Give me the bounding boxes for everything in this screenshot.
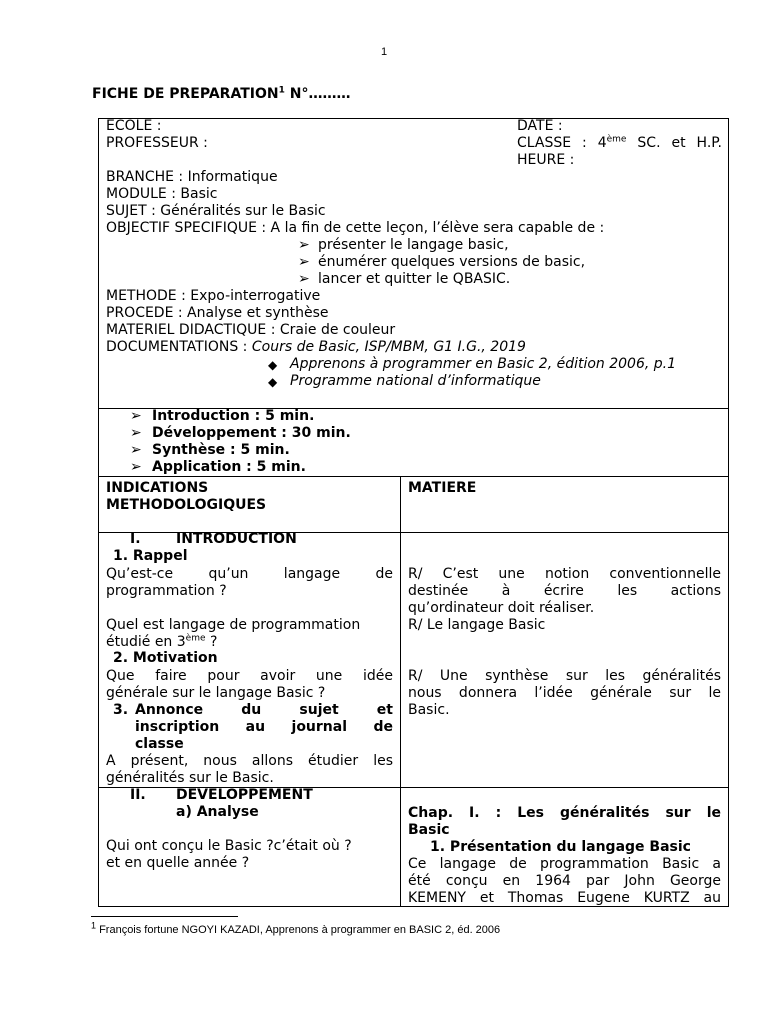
professeur-label: PROFESSEUR : (106, 135, 208, 151)
analyse-heading: a) Analyse (176, 804, 259, 820)
page-title: FICHE DE PREPARATION$^1$ N°……… (92, 85, 351, 102)
plan-item: Développement : 30 min. (152, 425, 351, 441)
chapter-heading: Basic (408, 822, 450, 838)
answer-text: R/ Le langage Basic (408, 617, 546, 633)
footnote: $^1$ François fortune NGOYI KAZADI, Apprenons à programmer en BASIC 2, éd. 2006 (91, 920, 501, 936)
question-text: programmation ? (106, 583, 227, 599)
documentations-label: DOCUMENTATIONS : Cours de Basic, ISP/MBM, G1 I.G., 2019 (106, 339, 526, 355)
arrow-bullet-icon: ➢ (298, 237, 310, 253)
annonce-heading: classe (135, 736, 184, 752)
annonce-number: 3. (113, 702, 129, 718)
objectif-item: énumérer quelques versions de basic, (318, 254, 586, 270)
page-number: 1 (380, 46, 388, 58)
methode-label: METHODE : Expo-interrogative (106, 288, 321, 304)
content-text: KEMENY et Thomas Eugene KURTZ au (408, 890, 721, 906)
answer-text: R/ Une synthèse sur les généralités (408, 668, 721, 684)
content-text: été conçu en 1964 par John George (408, 873, 721, 889)
content-text: Ce langage de programmation Basic a (408, 856, 721, 872)
arrow-bullet-icon: ➢ (130, 408, 142, 424)
diamond-bullet-icon: ◆ (268, 358, 278, 372)
rappel-heading: 1. Rappel (113, 548, 188, 564)
question-text: Qu’est-ce qu’un langage de (106, 566, 393, 582)
col1-header: INDICATIONS (106, 480, 209, 496)
motivation-heading: 2. Motivation (113, 650, 218, 666)
sujet-label: SUJET : Généralités sur le Basic (106, 203, 326, 219)
annonce-heading: inscription au journal de (135, 719, 393, 735)
annonce-heading: Annonce du sujet et (135, 702, 393, 718)
arrow-bullet-icon: ➢ (298, 271, 310, 287)
plan-item: Synthèse : 5 min. (152, 442, 290, 458)
question-text: Qui ont conçu le Basic ?c’était où ? (106, 838, 352, 854)
diamond-bullet-icon: ◆ (268, 375, 278, 389)
plan-item: Introduction : 5 min. (152, 408, 315, 424)
question-text: et en quelle année ? (106, 855, 250, 871)
branche-label: BRANCHE : Informatique (106, 169, 278, 185)
objectif-item: lancer et quitter le QBASIC. (318, 271, 511, 287)
classe-label: CLASSE : 4ème SC. et H.P. (517, 134, 722, 151)
announce-text: généralités sur le Basic. (106, 770, 274, 786)
question-text: étudié en 3ème ? (106, 633, 218, 650)
question-text: générale sur le langage Basic ? (106, 685, 326, 701)
col1-header: METHODOLOGIQUES (106, 497, 267, 513)
arrow-bullet-icon: ➢ (130, 442, 142, 458)
documentation-item: Programme national d’informatique (290, 373, 541, 389)
answer-text: nous donnera l’idée générale sur le (408, 685, 721, 701)
column-divider (400, 476, 401, 907)
intro-number: I. (130, 531, 141, 547)
answer-text: R/ C’est une notion conventionnelle (408, 566, 721, 582)
heure-label: HEURE : (517, 152, 575, 168)
answer-text: destinée à écrire les actions (408, 583, 721, 599)
dev-number: II. (130, 787, 146, 803)
intro-heading: INTRODUCTION (176, 531, 297, 547)
chapter-heading: Chap. I. : Les généralités sur le (408, 805, 721, 821)
arrow-bullet-icon: ➢ (130, 459, 142, 475)
objectif-item: présenter le langage basic, (318, 237, 509, 253)
answer-text: Basic. (408, 702, 450, 718)
ecole-label: ECOLE : (106, 118, 162, 134)
module-label: MODULE : Basic (106, 186, 218, 202)
dev-heading: DEVELOPPEMENT (176, 787, 313, 803)
materiel-label: MATERIEL DIDACTIQUE : Craie de couleur (106, 322, 396, 338)
answer-text: qu’ordinateur doit réaliser. (408, 600, 595, 616)
col2-header: MATIERE (408, 480, 477, 496)
documentation-item: Apprenons à programmer en Basic 2, édition 2006, p.1 (290, 356, 677, 372)
date-label: DATE : (517, 118, 563, 134)
arrow-bullet-icon: ➢ (298, 254, 310, 270)
section-heading: 1. Présentation du langage Basic (430, 839, 691, 855)
question-text: Que faire pour avoir une idée (106, 668, 393, 684)
plan-item: Application : 5 min. (152, 459, 306, 475)
objectif-label: OBJECTIF SPECIFIQUE : A la fin de cette leçon, l’élève sera capable de : (106, 220, 605, 236)
procede-label: PROCEDE : Analyse et synthèse (106, 305, 329, 321)
footnote-rule (91, 916, 238, 917)
question-text: Quel est langage de programmation (106, 617, 361, 633)
arrow-bullet-icon: ➢ (130, 425, 142, 441)
announce-text: A présent, nous allons étudier les (106, 753, 393, 769)
